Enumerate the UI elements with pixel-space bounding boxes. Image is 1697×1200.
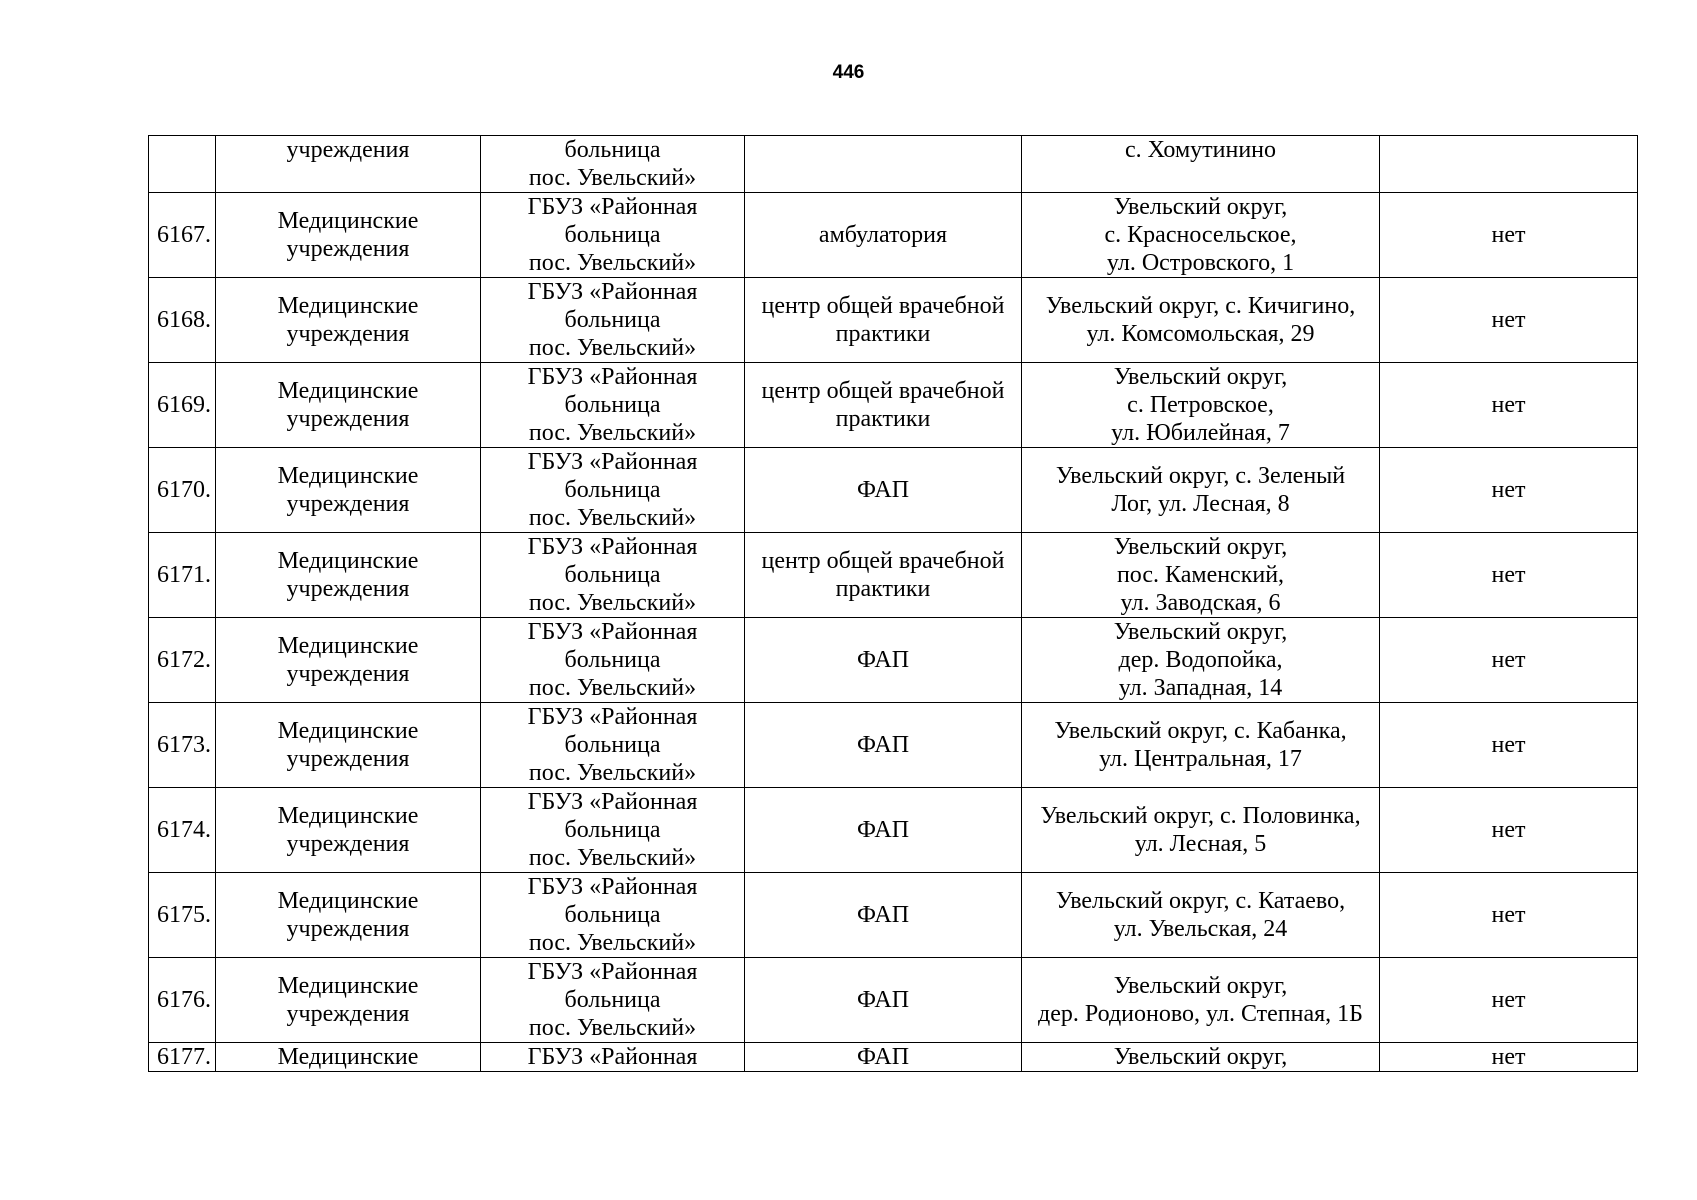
- category-cell: Медицинские: [216, 1043, 481, 1072]
- row-number: 6172.: [149, 618, 216, 703]
- address-cell: с. Хомутинино: [1022, 136, 1380, 193]
- row-number: 6169.: [149, 363, 216, 448]
- table-row: [149, 788, 1638, 873]
- note-cell: нет: [1380, 363, 1638, 448]
- table-row: [149, 873, 1638, 958]
- table-row: [149, 278, 1638, 363]
- organization-cell: ГБУЗ «Районная: [481, 1043, 745, 1072]
- address-cell: Увельский округ, с. Зеленый Лог, ул. Лесная, 8: [1022, 448, 1380, 533]
- table-row: [149, 958, 1638, 1043]
- table-row: [149, 1043, 1638, 1072]
- category-cell: Медицинские учреждения: [216, 193, 481, 278]
- organization-cell: ГБУЗ «Районная больница пос. Увельский»: [481, 788, 745, 873]
- row-number: 6173.: [149, 703, 216, 788]
- note-cell: нет: [1380, 533, 1638, 618]
- address-cell: Увельский округ, пос. Каменский, ул. Заводская, 6: [1022, 533, 1380, 618]
- table-row: [149, 703, 1638, 788]
- organization-cell: ГБУЗ «Районная больница пос. Увельский»: [481, 618, 745, 703]
- organization-cell: ГБУЗ «Районная больница пос. Увельский»: [481, 533, 745, 618]
- address-cell: Увельский округ,: [1022, 1043, 1380, 1072]
- category-cell: Медицинские учреждения: [216, 958, 481, 1043]
- facility-type-cell: центр общей врачебной практики: [745, 363, 1022, 448]
- address-cell: Увельский округ, с. Катаево, ул. Увельская, 24: [1022, 873, 1380, 958]
- table-row: [149, 533, 1638, 618]
- facility-type-cell: [745, 136, 1022, 193]
- facility-type-cell: ФАП: [745, 448, 1022, 533]
- category-cell: Медицинские учреждения: [216, 363, 481, 448]
- row-number: 6175.: [149, 873, 216, 958]
- table-row: [149, 363, 1638, 448]
- table-row: [149, 193, 1638, 278]
- note-cell: нет: [1380, 788, 1638, 873]
- address-cell: Увельский округ, дер. Родионово, ул. Степная, 1Б: [1022, 958, 1380, 1043]
- facility-type-cell: ФАП: [745, 873, 1022, 958]
- category-cell: Медицинские учреждения: [216, 618, 481, 703]
- note-cell: нет: [1380, 278, 1638, 363]
- row-number: 6177.: [149, 1043, 216, 1072]
- address-cell: Увельский округ, с. Петровское, ул. Юбилейная, 7: [1022, 363, 1380, 448]
- row-number: 6167.: [149, 193, 216, 278]
- organization-cell: ГБУЗ «Районная больница пос. Увельский»: [481, 873, 745, 958]
- organization-cell: больница пос. Увельский»: [481, 136, 745, 193]
- row-number: 6168.: [149, 278, 216, 363]
- category-cell: учреждения: [216, 136, 481, 193]
- organization-cell: ГБУЗ «Районная больница пос. Увельский»: [481, 278, 745, 363]
- organization-cell: ГБУЗ «Районная больница пос. Увельский»: [481, 703, 745, 788]
- facility-type-cell: ФАП: [745, 958, 1022, 1043]
- facility-type-cell: центр общей врачебной практики: [745, 278, 1022, 363]
- note-cell: нет: [1380, 193, 1638, 278]
- note-cell: нет: [1380, 618, 1638, 703]
- row-number: 6170.: [149, 448, 216, 533]
- table-row: [149, 448, 1638, 533]
- registry-table: [148, 135, 1638, 1072]
- organization-cell: ГБУЗ «Районная больница пос. Увельский»: [481, 448, 745, 533]
- category-cell: Медицинские учреждения: [216, 703, 481, 788]
- category-cell: Медицинские учреждения: [216, 278, 481, 363]
- category-cell: Медицинские учреждения: [216, 873, 481, 958]
- address-cell: Увельский округ, с. Кичигино, ул. Комсомольская, 29: [1022, 278, 1380, 363]
- organization-cell: ГБУЗ «Районная больница пос. Увельский»: [481, 193, 745, 278]
- address-cell: Увельский округ, с. Половинка, ул. Лесная, 5: [1022, 788, 1380, 873]
- note-cell: нет: [1380, 958, 1638, 1043]
- category-cell: Медицинские учреждения: [216, 533, 481, 618]
- category-cell: Медицинские учреждения: [216, 788, 481, 873]
- facility-type-cell: ФАП: [745, 703, 1022, 788]
- organization-cell: ГБУЗ «Районная больница пос. Увельский»: [481, 363, 745, 448]
- note-cell: нет: [1380, 703, 1638, 788]
- address-cell: Увельский округ, с. Красносельское, ул. Островского, 1: [1022, 193, 1380, 278]
- address-cell: Увельский округ, с. Кабанка, ул. Центральная, 17: [1022, 703, 1380, 788]
- organization-cell: ГБУЗ «Районная больница пос. Увельский»: [481, 958, 745, 1043]
- facility-type-cell: амбулатория: [745, 193, 1022, 278]
- note-cell: нет: [1380, 448, 1638, 533]
- page-number: 446: [832, 62, 865, 83]
- table-row: [149, 618, 1638, 703]
- row-number: 6176.: [149, 958, 216, 1043]
- facility-type-cell: ФАП: [745, 618, 1022, 703]
- note-cell: нет: [1380, 1043, 1638, 1072]
- note-cell: нет: [1380, 873, 1638, 958]
- category-cell: Медицинские учреждения: [216, 448, 481, 533]
- facility-type-cell: ФАП: [745, 788, 1022, 873]
- table-row: [149, 136, 1638, 193]
- facility-type-cell: ФАП: [745, 1043, 1022, 1072]
- note-cell: [1380, 136, 1638, 193]
- facility-type-cell: центр общей врачебной практики: [745, 533, 1022, 618]
- row-number: [149, 136, 216, 193]
- row-number: 6174.: [149, 788, 216, 873]
- row-number: 6171.: [149, 533, 216, 618]
- address-cell: Увельский округ, дер. Водопойка, ул. Западная, 14: [1022, 618, 1380, 703]
